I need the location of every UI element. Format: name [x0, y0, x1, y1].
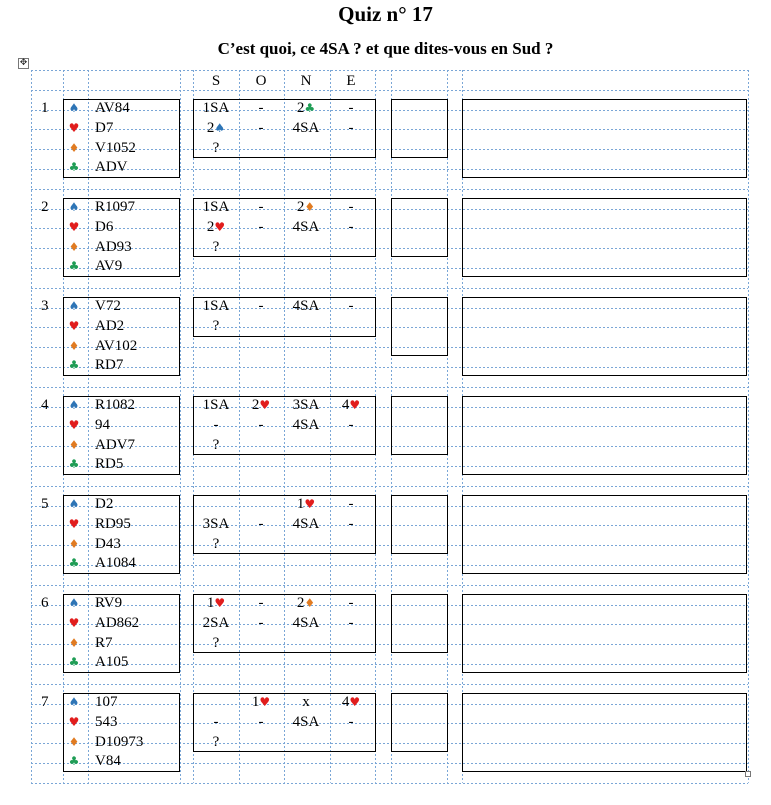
hand-spade-holding: V72 [95, 298, 121, 314]
diamond-icon: ♦ [304, 596, 316, 610]
heart-icon: ♥ [68, 219, 80, 234]
bid-text: - [258, 515, 264, 532]
heart-icon: ♥ [68, 120, 80, 135]
bid-text: ? [212, 733, 220, 750]
bid-text: - [213, 713, 219, 730]
diamond-icon: ♦ [68, 437, 80, 452]
diamond-icon: ♦ [68, 338, 80, 353]
bid-text: - [348, 713, 354, 730]
hand-spade-holding: RV9 [95, 595, 123, 611]
answer-box[interactable] [391, 396, 448, 455]
bid-text: 1SA [202, 397, 230, 413]
spade-icon: ♠ [68, 299, 80, 313]
diamond-icon: ♦ [68, 734, 80, 749]
answer-box[interactable] [391, 297, 448, 356]
bid-text: 4SA [292, 298, 320, 314]
bid-text: - [213, 416, 219, 433]
bid-text: 4 [341, 694, 350, 710]
heart-icon: ♥ [304, 497, 316, 511]
quiz-number: 5 [41, 496, 49, 512]
answer-box[interactable] [391, 693, 448, 752]
hand-club-holding: V84 [95, 753, 121, 770]
bid-text: 4SA [292, 119, 320, 136]
column-header-o: O [255, 73, 267, 89]
heart-icon: ♥ [68, 714, 80, 729]
hand-club-holding: ADV [95, 159, 128, 176]
bid-text: 1 [206, 595, 215, 611]
heart-icon: ♥ [349, 695, 361, 709]
comment-box[interactable] [462, 297, 747, 376]
bid-text: 2SA [202, 614, 230, 631]
quiz-number: 1 [41, 100, 49, 116]
bidding-box [193, 297, 376, 337]
bid-text: ? [212, 238, 220, 255]
hand-heart-holding: AD2 [95, 317, 125, 334]
bid-text: - [348, 218, 354, 235]
bid-text: 4SA [292, 218, 320, 235]
bid-text: 2 [206, 218, 215, 235]
heart-icon: ♥ [349, 398, 361, 412]
bid-text: - [348, 100, 354, 116]
bid-text: 1 [251, 694, 260, 710]
bid-text: - [348, 199, 354, 215]
bidding-box [193, 693, 376, 752]
bid-text: 3SA [292, 397, 320, 413]
hand-club-holding: RD7 [95, 357, 124, 374]
bid-text: x [302, 694, 310, 710]
hand-box [63, 495, 180, 574]
bid-text: - [258, 595, 264, 611]
comment-box[interactable] [462, 396, 747, 475]
hand-diamond-holding: D10973 [95, 733, 144, 750]
hand-box [63, 99, 180, 178]
bid-text: 1SA [202, 199, 230, 215]
club-icon: ♣ [68, 457, 80, 472]
club-icon: ♣ [68, 754, 80, 769]
bid-text: 1SA [202, 298, 230, 314]
bidding-box [193, 99, 376, 158]
bid-text: 4SA [292, 614, 320, 631]
bid-text: - [348, 515, 354, 532]
comment-box[interactable] [462, 198, 747, 277]
heart-icon: ♥ [259, 398, 271, 412]
answer-box[interactable] [391, 99, 448, 158]
hand-club-holding: RD5 [95, 456, 124, 473]
column-header-s: S [211, 73, 221, 89]
bid-text: - [258, 199, 264, 215]
hand-heart-holding: 543 [95, 713, 118, 730]
bid-text: 4 [341, 397, 350, 413]
bid-text: 2 [296, 100, 305, 116]
bid-text: ? [212, 139, 220, 156]
hand-diamond-holding: R7 [95, 634, 113, 651]
club-icon: ♣ [68, 259, 80, 274]
hand-box [63, 693, 180, 772]
heart-icon: ♥ [68, 417, 80, 432]
hand-diamond-holding: V1052 [95, 139, 136, 156]
spade-icon: ♠ [214, 120, 226, 135]
spade-icon: ♠ [68, 497, 80, 511]
heart-icon: ♥ [68, 615, 80, 630]
hand-diamond-holding: ADV7 [95, 436, 135, 453]
bidding-box [193, 198, 376, 257]
bid-text: - [258, 100, 264, 116]
bid-text: ? [212, 436, 220, 453]
comment-box[interactable] [462, 594, 747, 673]
quiz-number: 4 [41, 397, 49, 413]
hand-heart-holding: D7 [95, 119, 114, 136]
hand-diamond-holding: AV102 [95, 337, 138, 354]
bid-text: - [348, 496, 354, 512]
diamond-icon: ♦ [68, 140, 80, 155]
bidding-box [193, 594, 376, 653]
bid-text: - [348, 298, 354, 314]
bid-text: 4SA [292, 713, 320, 730]
page-subtitle: C’est quoi, ce 4SA ? et que dites-vous en Sud ? [217, 39, 554, 58]
column-header-n: N [300, 73, 312, 89]
club-icon: ♣ [304, 101, 316, 115]
bid-text: ? [212, 634, 220, 651]
club-icon: ♣ [68, 655, 80, 670]
bid-text: - [258, 218, 264, 235]
hand-box [63, 396, 180, 475]
hand-club-holding: A105 [95, 654, 129, 671]
club-icon: ♣ [68, 160, 80, 175]
bid-text: 4SA [292, 515, 320, 532]
diamond-icon: ♦ [68, 536, 80, 551]
page-title: Quiz n° 17 [338, 2, 433, 26]
bid-text: 1 [296, 496, 305, 512]
bidding-box [193, 396, 376, 455]
bid-text: - [348, 416, 354, 433]
bid-text: 3SA [202, 515, 230, 532]
hand-box [63, 594, 180, 673]
heart-icon: ♥ [214, 596, 226, 610]
bid-text: - [258, 119, 264, 136]
bid-text: - [258, 713, 264, 730]
column-header-e: E [346, 73, 356, 89]
bid-text: - [348, 595, 354, 611]
spade-icon: ♠ [68, 596, 80, 610]
comment-box[interactable] [462, 495, 747, 574]
hand-club-holding: A1084 [95, 555, 136, 572]
heart-icon: ♥ [259, 695, 271, 709]
hand-club-holding: AV9 [95, 258, 123, 275]
spade-icon: ♠ [68, 200, 80, 214]
club-icon: ♣ [68, 556, 80, 571]
hand-box [63, 198, 180, 277]
table-move-handle-icon[interactable]: ✥ [19, 58, 28, 68]
hand-spade-holding: 107 [95, 694, 118, 710]
quiz-number: 6 [41, 595, 49, 611]
heart-icon: ♥ [214, 219, 226, 234]
bid-text: 2 [206, 119, 215, 136]
answer-box[interactable] [391, 495, 448, 554]
spade-icon: ♠ [68, 398, 80, 412]
diamond-icon: ♦ [68, 635, 80, 650]
bid-text: - [348, 119, 354, 136]
hand-spade-holding: D2 [95, 496, 114, 512]
answer-box[interactable] [391, 594, 448, 653]
heart-icon: ♥ [68, 516, 80, 531]
comment-box[interactable] [462, 99, 747, 178]
bid-text: 2 [296, 199, 305, 215]
bid-text: - [258, 416, 264, 433]
club-icon: ♣ [68, 358, 80, 373]
quiz-number: 2 [41, 199, 49, 215]
bid-text: - [258, 614, 264, 631]
bidding-box [193, 495, 376, 554]
spade-icon: ♠ [68, 695, 80, 709]
bid-text: ? [212, 317, 220, 334]
heart-icon: ♥ [68, 318, 80, 333]
answer-box[interactable] [391, 198, 448, 257]
hand-spade-holding: R1082 [95, 397, 136, 413]
diamond-icon: ♦ [304, 200, 316, 214]
table-resize-handle[interactable] [745, 771, 751, 777]
hand-box [63, 297, 180, 376]
bid-text: 2 [296, 595, 305, 611]
hand-spade-holding: AV84 [95, 100, 130, 116]
hand-heart-holding: RD95 [95, 515, 131, 532]
bid-text: - [258, 298, 264, 314]
hand-diamond-holding: D43 [95, 535, 121, 552]
diamond-icon: ♦ [68, 239, 80, 254]
bid-text: - [348, 614, 354, 631]
spade-icon: ♠ [68, 101, 80, 115]
hand-heart-holding: AD862 [95, 614, 140, 631]
hand-heart-holding: D6 [95, 218, 114, 235]
hand-heart-holding: 94 [95, 416, 110, 433]
hand-diamond-holding: AD93 [95, 238, 132, 255]
bid-text: 4SA [292, 416, 320, 433]
bid-text: 2 [251, 397, 260, 413]
bid-text: ? [212, 535, 220, 552]
comment-box[interactable] [462, 693, 747, 772]
quiz-number: 7 [41, 694, 49, 710]
quiz-number: 3 [41, 298, 49, 314]
hand-spade-holding: R1097 [95, 199, 136, 215]
bid-text: 1SA [202, 100, 230, 116]
